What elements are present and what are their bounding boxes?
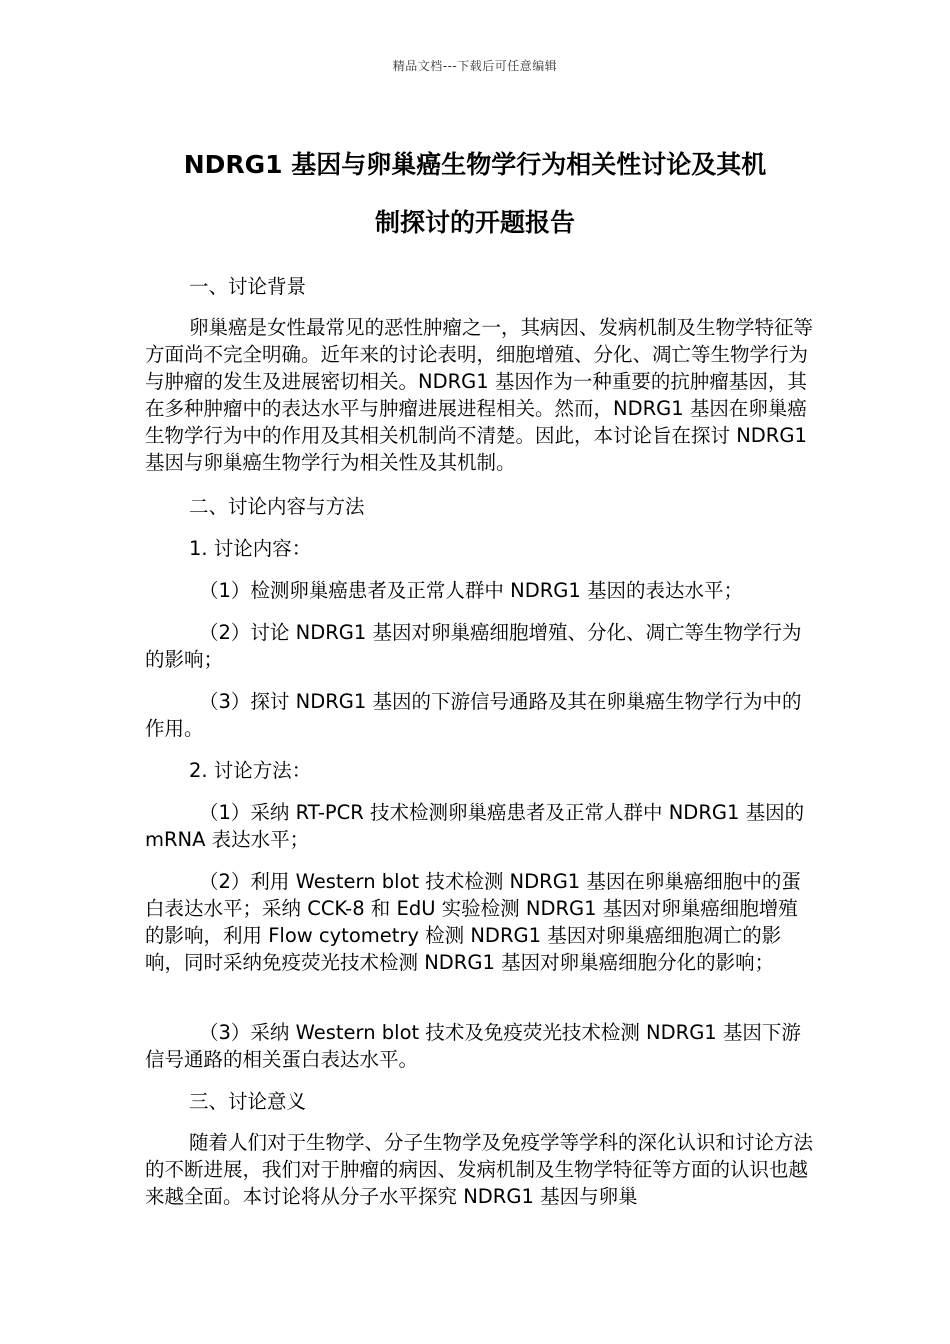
method-item-2: （2）利用 Western blot 技术检测 NDRG1 基因在卵巢癌细胞中的蛋白表达水平；采纳 CCK-8 和 EdU 实验检测 NDRG1 基因对卵巢癌细胞增殖的影响，利用 Flow cytometry 检测 NDRG1 基因对卵巢癌细胞凋亡的影响，同时采纳免疫荧光技术检测 NDRG1 基因对卵巢癌细胞分化的影响； <box>145 870 801 974</box>
section-2-subheading-content: 1. 讨论内容： <box>189 537 312 560</box>
section-3-paragraph: 随着人们对于生物学、分子生物学及免疫学等学科的深化认识和讨论方法的不断进展，我们对于肿瘤的病因、发病机制及生物学特征等方面的认识也越来越全面。本讨论将从分子水平探究 NDRG1 基因与卵巢 <box>145 1131 814 1208</box>
section-3-heading: 三、讨论意义 <box>189 1090 307 1113</box>
document-title <box>140 136 810 252</box>
title-line-1: NDRG1 基因与卵巢癌生物学行为相关性讨论及其机 <box>183 150 767 179</box>
page-header: 精品文档---下载后可任意编辑 <box>392 59 558 73</box>
title-line-2: 制探讨的开题报告 <box>374 208 575 237</box>
section-2-subheading-methods: 2. 讨论方法： <box>189 759 312 782</box>
content-item-2: （2）讨论 NDRG1 基因对卵巢癌细胞增殖、分化、凋亡等生物学行为的影响； <box>145 621 802 671</box>
section-1-heading: 一、讨论背景 <box>189 275 307 298</box>
content-item-1: （1）检测卵巢癌患者及正常人群中 NDRG1 基因的表达水平； <box>199 579 743 602</box>
method-item-1: （1）采纳 RT-PCR 技术检测卵巢癌患者及正常人群中 NDRG1 基因的 mRNA 表达水平； <box>145 801 805 851</box>
section-1-paragraph: 卵巢癌是女性最常见的恶性肿瘤之一，其病因、发病机制及生物学特征等方面尚不完全明确。近年来的讨论表明，细胞增殖、分化、凋亡等生物学行为与肿瘤的发生及进展密切相关。NDRG1 基因作为一种重要的抗肿瘤基因，其在多种肿瘤中的表达水平与肿瘤进展进程相关。然而，NDRG1 基因在卵巢癌生物学行为中的作用及其相关机制尚不清楚。因此，本讨论旨在探讨 NDRG1 基因与卵巢癌生物学行为相关性及其机制。 <box>145 316 814 474</box>
method-item-3: （3）采纳 Western blot 技术及免疫荧光技术检测 NDRG1 基因下游信号通路的相关蛋白表达水平。 <box>145 1021 801 1071</box>
section-2-heading: 二、讨论内容与方法 <box>189 495 365 518</box>
content-item-3: （3）探讨 NDRG1 基因的下游信号通路及其在卵巢癌生物学行为中的作用。 <box>145 690 802 740</box>
